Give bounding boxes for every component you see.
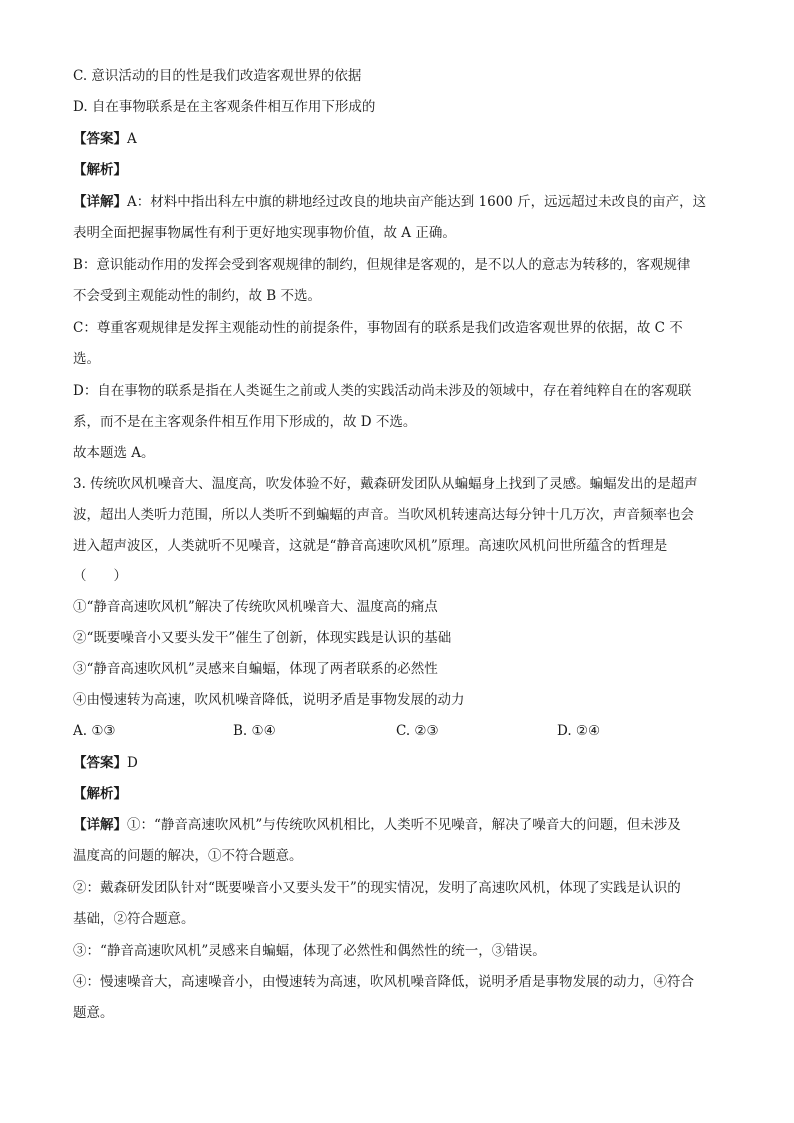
analysis-tag: 【解析】 (73, 786, 127, 802)
detail-b-line-2: 不会受到主观能动性的制约，故 B 不选。 (73, 288, 322, 304)
statement-3: ③“静音高速吹风机”灵感来自蝙蝠，体现了两者联系的必然性 (73, 661, 438, 677)
answer-parenthesis: （ ） (73, 568, 127, 584)
choice-b: B. ①④ (233, 723, 276, 739)
choice-a: A. ①③ (73, 723, 116, 739)
answer-value: A (127, 131, 137, 147)
answer-line (73, 129, 723, 149)
statement-1: ①“静音高速吹风机”解决了传统吹风机噪音大、温度高的痛点 (73, 599, 438, 615)
answer-value: D (127, 755, 138, 771)
detail-d-line-1: D：自在事物的联系是指在人类诞生之前或人类的实践活动尚未涉及的领域中，存在着纯粹自在的客观联 (73, 383, 692, 399)
statement-2: ②“既要噪音小又要头发干”催生了创新，体现实践是认识的基础 (73, 630, 452, 646)
question-3-stem-1: 3. 传统吹风机噪音大、温度高，吹发体验不好，戴森研发团队从蝙蝠身上找到了灵感。蝙蝠发出的是超声 (73, 476, 698, 492)
detail-a-line-1: 【详解】A：材料中指出科左中旗的耕地经过改良的地块亩产能达到 1600 斤，远远超过未改良的亩产，这 (73, 194, 707, 210)
detail-c-line-2: 选。 (73, 351, 100, 367)
detail-3: ③：“静音高速吹风机”灵感来自蝙蝠，体现了必然性和偶然性的统一，③错误。 (73, 943, 546, 959)
option-c: C. 意识活动的目的性是我们改造客观世界的依据 (73, 68, 362, 84)
detail-4-line-1: ④：慢速噪音大，高速噪音小，由慢速转为高速，吹风机噪音降低，说明矛盾是事物发展的动力，④符合 (73, 974, 694, 990)
detail-c-line-1: C：尊重客观规律是发挥主观能动性的前提条件，事物固有的联系是我们改造客观世界的依据，故 C 不 (73, 320, 683, 336)
question-3-stem-3: 进入超声波区，人类就听不见噪音，这就是“静音高速吹风机”原理。高速吹风机问世所蕴含的哲理是 (73, 538, 668, 554)
detail-2-line-1: ②：戴森研发团队针对“既要噪音小又要头发干”的现实情况，发明了高速吹风机，体现了实践是认识的 (73, 880, 681, 896)
answer-tag: 【答案】 (73, 755, 127, 771)
analysis-tag: 【解析】 (73, 162, 127, 178)
detail-4-line-2: 题意。 (73, 1005, 114, 1021)
detail-b-line-1: B：意识能动作用的发挥会受到客观规律的制约，但规律是客观的，是不以人的意志为转移的，客观规律 (73, 257, 691, 273)
detail-1-line-1: 【详解】①：“静音高速吹风机”与传统吹风机相比，人类听不见噪音，解决了噪音大的问题，但未涉及 (73, 817, 681, 833)
detail-2-line-2: 基础，②符合题意。 (73, 911, 195, 927)
detail-tag: 【详解】 (73, 817, 127, 833)
conclusion: 故本题选 A。 (73, 445, 155, 461)
choice-row (0, 721, 794, 741)
answer-line (73, 753, 723, 773)
question-3-stem-2: 波，超出人类听力范围，所以人类听不到蝙蝠的声音。当吹风机转速高达每分钟十几万次，声音频率也会 (73, 507, 694, 523)
detail-d-line-2: 系，而不是在主客观条件相互作用下形成的，故 D 不选。 (73, 414, 417, 430)
choice-c: C. ②③ (396, 723, 439, 739)
statement-4: ④由慢速转为高速，吹风机噪音降低，说明矛盾是事物发展的动力 (73, 692, 465, 708)
detail-1-line-2: 温度高的问题的解决，①不符合题意。 (73, 848, 303, 864)
option-d: D. 自在事物联系是在主客观条件相互作用下形成的 (73, 99, 376, 115)
answer-tag: 【答案】 (73, 131, 127, 147)
choice-d: D. ②④ (557, 723, 601, 739)
detail-tag: 【详解】 (73, 194, 127, 210)
detail-a-line-2: 表明全面把握事物属性有利于更好地实现事物价值，故 A 正确。 (73, 225, 456, 241)
